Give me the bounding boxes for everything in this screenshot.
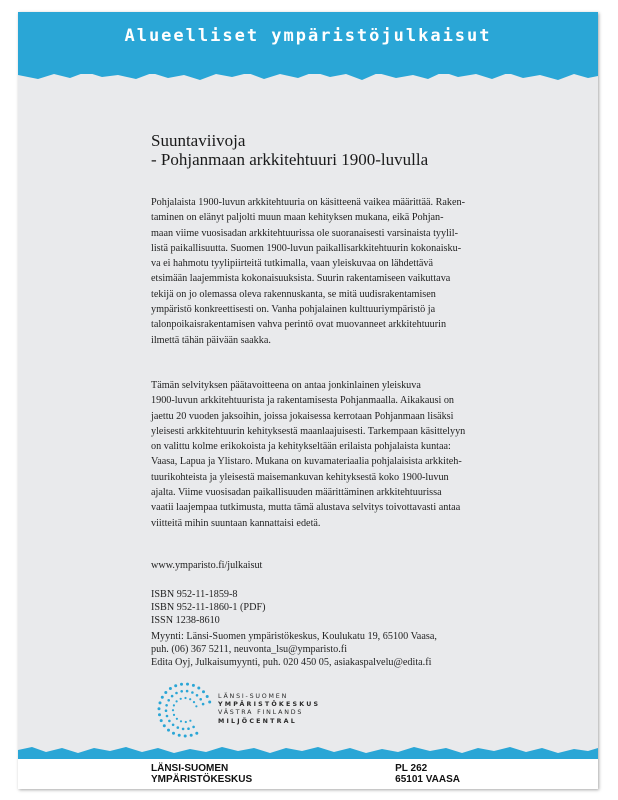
logo-dot <box>160 719 163 722</box>
logo-dot <box>195 732 198 735</box>
cover-heading <box>151 131 551 169</box>
logo-dot <box>195 705 197 707</box>
logo-dot <box>165 704 168 707</box>
text-line: jaettu 20 vuoden jaksoihin, joissa jokaisessa kerrotaan Pohjanmaan lisäksi <box>151 410 454 422</box>
logo-dot <box>161 696 164 699</box>
text-line: taminen on elänyt paljolti muun maan kehityksen mukana, eikä Pohjan- <box>151 212 444 224</box>
logo-dot <box>199 698 202 701</box>
logo-dot <box>190 734 193 737</box>
logo-dot <box>192 684 195 687</box>
logo-dot <box>166 715 169 718</box>
logo-dot <box>180 683 183 686</box>
bottom-band <box>18 759 598 789</box>
text-line: on valittu kolme erikokoista ja kehitykseltään erilaista pohjalaista kuntaa: <box>151 441 451 453</box>
description-paragraph-2 <box>151 378 481 531</box>
logo-dot <box>164 691 167 694</box>
logo-dot <box>176 718 178 720</box>
logo-dot <box>189 720 191 722</box>
logo-dot <box>180 690 183 693</box>
logo-dot <box>189 698 191 700</box>
isbn-line: ISBN 952-11-1860-1 (PDF) <box>151 602 266 613</box>
logo-dot <box>175 692 178 695</box>
text-line: va ei hahmotu tyylipiirteitä tutkimalla, vaan yleiskuvaa on lähdettävä <box>151 258 434 270</box>
logo-dot <box>173 704 175 706</box>
website-url: www.ymparisto.fi/julkaisut <box>151 560 263 571</box>
text-line: Tämän selvityksen päätavoitteena on antaa jonkinlainen yleiskuva <box>151 380 421 391</box>
sales-line: Edita Oyj, Julkaisumyynti, puh. 020 450 05, asiakaspalvelu@edita.fi <box>151 657 432 668</box>
logo-dot <box>165 709 168 712</box>
text-line: maan viime vuosisadan arkkitehtuurissa ole suoranaisesti varsinaista tyylil- <box>151 227 458 239</box>
logo-dot <box>192 726 195 729</box>
logo-dot <box>177 726 180 729</box>
logo-dot <box>186 683 189 686</box>
logo-dot <box>158 713 161 716</box>
logo-line: YMPÄRISTÖKESKUS <box>218 701 321 709</box>
logo-dot <box>171 695 174 698</box>
logo-dot <box>178 734 181 737</box>
logo-line: LÄNSI-SUOMEN <box>218 693 289 700</box>
sales-info <box>151 630 437 669</box>
logo-dot <box>174 684 177 687</box>
logo-dot <box>159 701 162 704</box>
sales-line: Myynti: Länsi-Suomen ympäristökeskus, Koulukatu 19, 65100 Vaasa, <box>151 631 437 642</box>
logo-dot <box>202 690 205 693</box>
logo-dot <box>182 728 185 731</box>
text-line: etsimään laajemmista kokonaisuuksista. Suurin rakentamiseen vaikuttava <box>151 273 451 285</box>
logo-line: MILJÖCENTRAL <box>218 717 297 725</box>
logo-dot <box>173 714 175 716</box>
description-paragraph-1 <box>151 195 481 348</box>
logo-dot <box>186 690 189 693</box>
logo-dot <box>208 701 211 704</box>
publisher-line: LÄNSI-SUOMEN <box>151 763 229 774</box>
text-line: ympäristö konkreettisesti on. Vanha pohjalainen kulttuuriympäristö ja <box>151 304 436 316</box>
text-line: viitteitä mihin suuntaan kannattaisi edetä. <box>151 517 321 529</box>
logo-dot <box>172 732 175 735</box>
address-line: PL 262 <box>395 763 428 774</box>
logo-dot <box>168 720 171 723</box>
logo-dot <box>202 703 205 706</box>
text-line: tekijä on jo olemassa oleva rakennuskanta, se mitä uudisrakentamisen <box>151 288 436 300</box>
back-cover <box>18 12 598 789</box>
heading-line: - Pohjanmaan arkkitehtuuri 1900-luvulla <box>151 150 429 169</box>
publisher-address <box>395 763 460 785</box>
logo-dot <box>184 697 186 699</box>
logo-line: VÄSTRA FINLANDS <box>218 709 304 717</box>
text-line: listä paikallisuutta. Suomen 1900-luvun paikallisarkkitehtuurin kokonaisku- <box>151 242 462 254</box>
text-line: Vaasa, Lapua ja Ylistaro. Mukana on kuvamateriaalia pohjalaisista arkkiteh- <box>151 456 462 468</box>
text-line: ajalta. Viime vuosisadan paikallisuuden määrittäminen arkkitehtuurissa <box>151 487 442 499</box>
text-line: yleisesti arkkitehtuurin kehityksestä maanlaajuisesti. Tarkempaan käsittelyyn <box>151 425 466 437</box>
isbn-block <box>151 588 266 627</box>
logo-dot <box>185 721 187 723</box>
logo-wordmark <box>218 693 320 726</box>
logo-dot <box>180 698 182 700</box>
text-line: talonpoikaisrakentamisen vahva perintö ovat muovanneet arkkitehtuurin <box>151 319 447 331</box>
logo-dot <box>184 735 187 738</box>
issn-line: ISSN 1238-8610 <box>151 615 220 626</box>
torn-edge-top <box>18 62 598 92</box>
text-line: vaatii laajempaa tutkimusta, mutta tämä alustava selvitys toivottavasti antaa <box>151 502 461 514</box>
address-line: 65101 VAASA <box>395 774 460 785</box>
publisher-line: YMPÄRISTÖKESKUS <box>151 774 253 785</box>
logo-dot <box>196 694 199 697</box>
text-line: tuurikohteista ja yleisestä maisemankuvan kehityksestä koko 1900-luvun <box>151 471 449 483</box>
logo-dot <box>158 707 161 710</box>
logo-dot <box>197 687 200 690</box>
publisher-name <box>151 763 252 785</box>
heading-line: Suuntaviivoja <box>151 131 246 150</box>
logo-dot <box>172 709 174 711</box>
logo-dot <box>191 691 194 694</box>
logo-dot <box>169 687 172 690</box>
logo-dot <box>167 729 170 732</box>
text-line: ilmettä tähän päivään saakka. <box>151 334 271 346</box>
sales-line: puh. (06) 367 5211, neuvonta_lsu@ymparisto.fi <box>151 644 348 655</box>
logo-dot <box>172 724 175 727</box>
text-line: Pohjalaista 1900-luvun arkkitehtuuria on käsitteenä vaikea määrittää. Raken- <box>151 197 466 208</box>
isbn-line: ISBN 952-11-1859-8 <box>151 589 238 600</box>
logo-dot <box>193 701 195 703</box>
logo-dot <box>176 700 178 702</box>
text-line: 1900-luvun arkkitehtuurista ja rakentamisesta Pohjanmaalla. Aikakausi on <box>151 395 455 407</box>
series-title: Alueelliset ympäristöjulkaisut <box>124 26 492 46</box>
logo-dot <box>163 724 166 727</box>
logo-dot <box>167 699 170 702</box>
logo-dot <box>180 720 182 722</box>
logo-dot <box>206 695 209 698</box>
logo-dot <box>187 727 190 730</box>
